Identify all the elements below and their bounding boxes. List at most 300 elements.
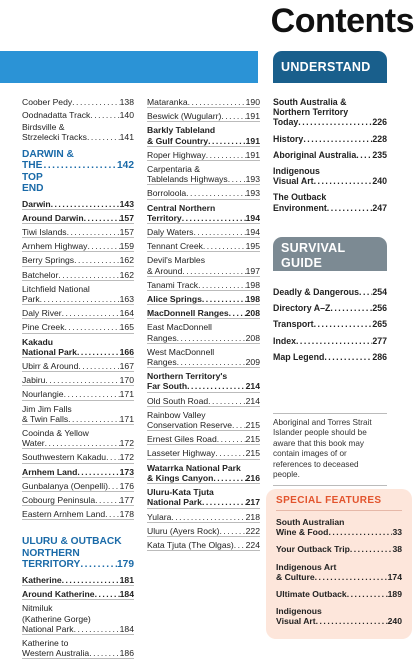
dot-leader bbox=[328, 527, 392, 537]
toc-entry[interactable] bbox=[22, 97, 134, 107]
toc-entry[interactable] bbox=[22, 199, 134, 210]
dot-leader bbox=[296, 336, 372, 346]
dot-leader bbox=[106, 452, 120, 462]
toc-entry[interactable] bbox=[22, 110, 134, 120]
toc-entry-title-line: Watarrka National Park bbox=[147, 462, 241, 473]
toc-entry[interactable] bbox=[276, 517, 402, 537]
toc-entry-title: Wine & Food bbox=[276, 527, 329, 538]
toc-entry[interactable] bbox=[22, 509, 134, 520]
toc-entry-title: Today bbox=[273, 117, 299, 128]
toc-entry-title: Ernest Giles Road bbox=[147, 434, 217, 445]
toc-entry-title: Katherine bbox=[22, 574, 62, 585]
dot-leader bbox=[65, 322, 120, 332]
toc-entry-title-line: Indigenous bbox=[276, 606, 322, 617]
toc-entry[interactable] bbox=[22, 337, 134, 358]
toc-entry-title-line: Carpentaria & bbox=[147, 164, 201, 175]
toc-entry-title: Index bbox=[273, 335, 296, 346]
dot-leader bbox=[58, 270, 119, 280]
special-features-heading: SPECIAL FEATURES bbox=[276, 495, 402, 511]
toc-entry[interactable] bbox=[273, 134, 387, 144]
toc-entry-page: 240 bbox=[387, 616, 402, 627]
page-title: Contents bbox=[270, 2, 414, 40]
toc-entry-title: MacDonnell Ranges bbox=[147, 308, 229, 319]
dot-leader bbox=[182, 213, 246, 223]
toc-entry-page: 265 bbox=[372, 319, 387, 330]
toc-entry[interactable] bbox=[147, 203, 260, 224]
toc-entry[interactable] bbox=[273, 303, 387, 313]
toc-entry[interactable] bbox=[22, 603, 134, 635]
toc-entry[interactable] bbox=[276, 589, 402, 599]
toc-entry-page: 163 bbox=[119, 294, 134, 305]
toc-entry-title: Western Australia bbox=[22, 648, 90, 659]
toc-entry[interactable] bbox=[147, 540, 260, 551]
toc-entry-title: Coober Pedy bbox=[22, 97, 73, 107]
dot-leader bbox=[68, 414, 119, 424]
understand-list bbox=[273, 97, 387, 219]
toc-entry[interactable] bbox=[273, 287, 387, 297]
toc-entry-title: & Kings Canyon bbox=[147, 472, 214, 483]
dot-leader bbox=[314, 176, 373, 186]
toc-entry-page: 198 bbox=[245, 279, 260, 290]
toc-entry[interactable] bbox=[147, 463, 260, 484]
toc-entry-title: Ubirr & Around bbox=[22, 361, 79, 372]
toc-entry-title: Aboriginal Australia bbox=[273, 149, 357, 160]
dot-leader bbox=[171, 512, 245, 522]
toc-entry-title: Batchelor bbox=[22, 269, 59, 280]
toc-entry-title: Tiwi Islands bbox=[22, 227, 67, 237]
toc-entry-title: Visual Art bbox=[273, 176, 314, 187]
dot-leader bbox=[64, 389, 120, 399]
toc-entry-title: Tennant Creek bbox=[147, 241, 203, 252]
toc-entry-title: & Gulf Country bbox=[147, 135, 209, 146]
toc-entry-page: 176 bbox=[119, 480, 134, 491]
toc-entry-title: National Park bbox=[22, 346, 77, 357]
toc-entry-title-line: South Australia & bbox=[273, 97, 347, 107]
toc-entry[interactable] bbox=[22, 375, 134, 386]
toc-entry-title-line: Rainbow Valley bbox=[147, 409, 206, 420]
toc-entry-page: 198 bbox=[245, 294, 260, 305]
toc-entry-page: 191 bbox=[245, 111, 260, 122]
dot-leader bbox=[45, 438, 120, 448]
dot-leader bbox=[228, 174, 246, 184]
toc-entry-page: 174 bbox=[387, 571, 402, 582]
toc-entry[interactable] bbox=[22, 361, 134, 372]
dot-leader bbox=[87, 241, 119, 251]
toc-entry[interactable] bbox=[22, 284, 134, 305]
toc-entry-page: 194 bbox=[245, 227, 260, 238]
toc-entry-page: 157 bbox=[119, 212, 134, 223]
section-darwin-line2: THE TOP END bbox=[22, 160, 44, 195]
toc-entry-page: 214 bbox=[245, 381, 260, 392]
toc-entry-title-line: Kakadu bbox=[22, 336, 54, 347]
section-uluru bbox=[22, 536, 134, 571]
toc-entry[interactable] bbox=[147, 526, 260, 537]
toc-entry-title: Darwin bbox=[22, 198, 51, 209]
toc-entry-page: 38 bbox=[392, 544, 402, 555]
survival-heading-line2: GUIDE bbox=[281, 256, 323, 270]
dot-leader bbox=[359, 287, 372, 297]
toc-entry-title: Mataranka bbox=[147, 97, 188, 107]
toc-entry[interactable] bbox=[22, 227, 134, 238]
dot-leader bbox=[72, 97, 119, 107]
toc-entry-page: 209 bbox=[245, 357, 260, 368]
toc-entry[interactable] bbox=[147, 164, 260, 185]
toc-entry-title: History bbox=[273, 133, 304, 144]
toc-entry-title: Ultimate Outback bbox=[276, 589, 347, 600]
survival-guide-heading bbox=[273, 237, 387, 271]
section-uluru-line2: NORTHERN bbox=[22, 547, 80, 559]
toc-entry-page: 167 bbox=[119, 361, 134, 372]
toc-entry[interactable] bbox=[22, 404, 134, 425]
toc-entry-page: 184 bbox=[119, 623, 134, 634]
toc-entry-title: & Around bbox=[147, 265, 183, 276]
dot-leader bbox=[347, 589, 388, 599]
toc-entry-page: 181 bbox=[119, 574, 134, 585]
survival-heading-line1: SURVIVAL bbox=[281, 241, 346, 255]
dot-leader bbox=[315, 572, 388, 582]
toc-entry[interactable] bbox=[147, 188, 260, 199]
toc-entry-title-line: Devil's Marbles bbox=[147, 255, 205, 266]
toc-entry[interactable] bbox=[273, 97, 387, 128]
toc-entry-page: 191 bbox=[245, 135, 260, 146]
toc-entry-title-line: Indigenous bbox=[273, 166, 320, 177]
dot-leader bbox=[324, 352, 372, 362]
toc-entry-title: Nourlangie bbox=[22, 389, 64, 400]
toc-entry[interactable] bbox=[22, 428, 134, 449]
toc-entry[interactable] bbox=[273, 192, 387, 212]
toc-entry-page: 186 bbox=[119, 648, 134, 659]
toc-entry-title: Cobourg Peninsula bbox=[22, 495, 96, 506]
section-uluru-line3: TERRITORY bbox=[22, 559, 81, 571]
toc-entry-title: Eastern Arnhem Land bbox=[22, 509, 106, 520]
toc-entry-page: 184 bbox=[119, 589, 134, 600]
toc-entry[interactable] bbox=[22, 495, 134, 506]
toc-entry-title-line: East MacDonnell bbox=[147, 322, 212, 333]
dot-leader bbox=[62, 575, 120, 585]
dot-leader bbox=[74, 255, 120, 265]
dot-leader bbox=[95, 589, 120, 599]
notice-text: Aboriginal and Torres Strait Islander people should be aware that this book may contain images of or references to deceased people. bbox=[273, 413, 387, 486]
dot-leader bbox=[234, 540, 246, 550]
header-band bbox=[0, 51, 258, 83]
dot-leader bbox=[95, 495, 120, 505]
dot-leader bbox=[229, 308, 246, 318]
toc-entry[interactable] bbox=[22, 389, 134, 400]
toc-entry-page: 193 bbox=[245, 188, 260, 199]
toc-entry[interactable] bbox=[147, 227, 260, 238]
toc-entry-title: Alice Springs bbox=[147, 294, 202, 305]
toc-entry-title: Yulara bbox=[147, 511, 172, 522]
toc-entry-page: 240 bbox=[372, 176, 387, 187]
toc-entry-page: 193 bbox=[245, 174, 260, 185]
toc-entry-page: 177 bbox=[119, 495, 134, 506]
toc-entry-page: 157 bbox=[119, 227, 134, 237]
toc-entry-title: Daly River bbox=[22, 308, 62, 319]
dot-leader bbox=[314, 319, 373, 329]
toc-entry-title: National Park bbox=[147, 497, 202, 508]
toc-entry-page: 224 bbox=[245, 539, 260, 550]
toc-entry-page: 162 bbox=[119, 269, 134, 280]
toc-entry-page: 247 bbox=[372, 202, 387, 213]
dot-leader bbox=[87, 132, 120, 142]
dot-leader bbox=[298, 117, 372, 127]
toc-entry-title: & Culture bbox=[276, 571, 315, 582]
toc-entry-title: Tanami Track bbox=[147, 279, 199, 290]
dot-leader bbox=[217, 434, 246, 444]
toc-entry-title: Jabiru bbox=[22, 375, 46, 386]
toc-entry[interactable] bbox=[22, 122, 134, 142]
dot-leader bbox=[51, 199, 120, 209]
dot-leader bbox=[77, 467, 119, 477]
toc-entry[interactable] bbox=[22, 213, 134, 224]
toc-entry-page: 159 bbox=[119, 241, 134, 252]
toc-entry[interactable] bbox=[147, 150, 260, 161]
toc-entry-page: 173 bbox=[119, 466, 134, 477]
toc-entry[interactable] bbox=[22, 308, 134, 319]
toc-entry-title: Ranges bbox=[147, 332, 177, 343]
toc-entry[interactable] bbox=[276, 562, 402, 582]
dot-leader bbox=[67, 227, 120, 237]
dot-leader bbox=[203, 241, 246, 251]
toc-entry-title-line: Jim Jim Falls bbox=[22, 403, 72, 414]
toc-entry-title-line: Katherine to bbox=[22, 637, 69, 648]
dot-leader bbox=[187, 381, 246, 391]
toc-entry[interactable] bbox=[273, 150, 387, 160]
toc-entry[interactable] bbox=[22, 452, 134, 463]
toc-entry[interactable] bbox=[22, 270, 134, 281]
toc-entry-title: Park bbox=[22, 294, 40, 305]
toc-entry-page: 170 bbox=[119, 375, 134, 386]
toc-entry-title-line: (Katherine Gorge) bbox=[22, 613, 91, 624]
dot-leader bbox=[78, 361, 119, 371]
toc-entry-page: 143 bbox=[119, 198, 134, 209]
dot-leader bbox=[350, 544, 393, 554]
toc-entry-title: Berry Springs bbox=[22, 255, 75, 266]
toc-entry-title-line: Birdsville & bbox=[22, 122, 65, 133]
toc-entry[interactable] bbox=[22, 481, 134, 492]
toc-entry[interactable] bbox=[147, 410, 260, 431]
toc-entry-page: 208 bbox=[245, 308, 260, 319]
toc-entry-title: Roper Highway bbox=[147, 149, 206, 160]
toc-entry[interactable] bbox=[273, 319, 387, 329]
toc-entry-page: 165 bbox=[119, 322, 134, 333]
toc-entry[interactable] bbox=[147, 97, 260, 108]
toc-entry[interactable] bbox=[276, 606, 402, 626]
dot-leader bbox=[219, 526, 245, 536]
dot-leader bbox=[303, 134, 372, 144]
toc-entry[interactable] bbox=[22, 241, 134, 252]
dot-leader bbox=[90, 110, 119, 120]
toc-entry-title: Lasseter Highway bbox=[147, 448, 216, 459]
toc-entry[interactable] bbox=[22, 589, 134, 600]
toc-entry[interactable] bbox=[22, 467, 134, 478]
toc-entry-page: 33 bbox=[392, 527, 402, 538]
toc-entry-title: Territory bbox=[147, 212, 182, 223]
toc-entry-page: 197 bbox=[245, 265, 260, 276]
toc-entry[interactable] bbox=[273, 166, 387, 186]
dot-leader bbox=[208, 396, 246, 406]
dot-leader bbox=[327, 203, 373, 213]
toc-entry[interactable] bbox=[273, 352, 387, 362]
special-features-list bbox=[276, 517, 402, 627]
toc-entry-title: Daly Waters bbox=[147, 227, 194, 238]
toc-entry-page: 226 bbox=[372, 117, 387, 128]
toc-entry-title-line: Uluru-Kata Tjuta bbox=[147, 487, 214, 498]
toc-entry-title: Environment bbox=[273, 202, 327, 213]
dot-leader bbox=[188, 97, 246, 107]
toc-entry-title-line: Nitmiluk bbox=[22, 603, 53, 614]
section-uluru-page: 179 bbox=[117, 559, 134, 571]
toc-entry[interactable] bbox=[276, 544, 402, 554]
toc-entry-page: 138 bbox=[119, 97, 134, 107]
toc-entry[interactable] bbox=[147, 448, 260, 459]
section-uluru-line1: ULURU & OUTBACK bbox=[22, 536, 122, 548]
dot-leader bbox=[316, 616, 388, 626]
section-darwin bbox=[22, 149, 134, 195]
toc-entry-page: 162 bbox=[119, 255, 134, 266]
toc-entry-title: Gunbalanya (Oenpelli) bbox=[22, 480, 108, 491]
toc-entry-title-line: The Outback bbox=[273, 192, 327, 203]
dot-leader bbox=[45, 375, 119, 385]
toc-entry-title-line: Litchfield National bbox=[22, 283, 90, 294]
toc-entry-page: 218 bbox=[245, 511, 260, 522]
toc-entry-title: Visual Art bbox=[276, 616, 316, 627]
toc-entry[interactable] bbox=[147, 255, 260, 276]
toc-entry-title: Tablelands Highways bbox=[147, 174, 228, 185]
toc-entry-title: Deadly & Dangerous bbox=[273, 287, 360, 297]
toc-entry-title: Conservation Reserve bbox=[147, 420, 233, 431]
toc-entry-page: 216 bbox=[245, 472, 260, 483]
toc-entry-title-line: Central Northern bbox=[147, 202, 216, 213]
dot-leader bbox=[177, 357, 246, 367]
toc-entry-title: Uluru (Ayers Rock) bbox=[147, 525, 220, 536]
toc-entry[interactable] bbox=[22, 255, 134, 266]
toc-entry-page: 215 bbox=[245, 420, 260, 431]
toc-entry[interactable] bbox=[22, 575, 134, 586]
toc-entry-page: 194 bbox=[245, 212, 260, 223]
toc-entry-page: 214 bbox=[245, 395, 260, 406]
toc-entry[interactable] bbox=[147, 280, 260, 291]
toc-entry-page: 215 bbox=[245, 434, 260, 445]
toc-entry[interactable] bbox=[147, 294, 260, 305]
toc-entry-page: 277 bbox=[372, 335, 387, 346]
toc-entry-page: 164 bbox=[119, 308, 134, 319]
toc-entry-page: 172 bbox=[119, 438, 134, 449]
dot-leader bbox=[77, 347, 120, 357]
dot-leader bbox=[232, 420, 246, 430]
toc-entry-page: 172 bbox=[119, 452, 134, 463]
toc-entry-title-line: West MacDonnell bbox=[147, 346, 215, 357]
toc-entry[interactable] bbox=[147, 322, 260, 343]
toc-entry-title: Borroloola bbox=[147, 188, 187, 199]
dot-leader bbox=[202, 294, 246, 304]
toc-entry-title-line: Indigenous Art bbox=[276, 561, 337, 572]
toc-entry-page: 228 bbox=[372, 133, 387, 144]
dot-leader bbox=[208, 136, 246, 146]
toc-entry[interactable] bbox=[147, 347, 260, 368]
toc-entry-title: Ranges bbox=[147, 357, 177, 368]
dot-leader bbox=[330, 303, 372, 313]
toc-entry[interactable] bbox=[147, 434, 260, 445]
toc-entry-title: Old South Road bbox=[147, 395, 209, 406]
toc-entry-page: 215 bbox=[245, 448, 260, 459]
toc-entry-title: Beswick (Wugularr) bbox=[147, 111, 222, 122]
toc-entry-title: Kata Tjuta (The Olgas) bbox=[147, 539, 234, 550]
dot-leader bbox=[356, 150, 372, 160]
toc-entry-page: 140 bbox=[119, 109, 134, 120]
toc-entry-page: 235 bbox=[372, 149, 387, 160]
section-darwin-line1: DARWIN & bbox=[22, 148, 74, 160]
toc-entry-page: 217 bbox=[245, 497, 260, 508]
toc-entry[interactable] bbox=[273, 336, 387, 346]
toc-entry-title-line: Cooinda & Yellow bbox=[22, 428, 89, 439]
dot-leader bbox=[74, 624, 120, 634]
dot-leader bbox=[182, 266, 245, 276]
toc-entry-title: Arnhem Land bbox=[22, 466, 78, 477]
dot-leader bbox=[105, 509, 120, 519]
toc-entry-page: 208 bbox=[245, 332, 260, 343]
toc-entry-page: 190 bbox=[245, 97, 260, 107]
dot-leader bbox=[40, 294, 120, 304]
dot-leader bbox=[177, 333, 246, 343]
toc-entry[interactable] bbox=[147, 111, 260, 122]
toc-entry[interactable] bbox=[147, 125, 260, 146]
toc-entry-title: & Twin Falls bbox=[22, 413, 69, 424]
toc-entry[interactable] bbox=[147, 396, 260, 407]
dot-leader bbox=[193, 227, 245, 237]
toc-entry-title: Pine Creek bbox=[22, 322, 65, 333]
toc-entry-page: 222 bbox=[245, 525, 260, 536]
toc-entry-title-line: Barkly Tableland bbox=[147, 125, 216, 136]
toc-entry-title: Around Darwin bbox=[22, 212, 84, 223]
dot-leader bbox=[186, 188, 245, 198]
dot-leader bbox=[198, 280, 246, 290]
dot-leader bbox=[215, 448, 245, 458]
toc-entry-title: Your Outback Trip bbox=[276, 544, 350, 555]
toc-entry-title: Far South bbox=[147, 381, 188, 392]
toc-entry-title: Southwestern Kakadu bbox=[22, 452, 107, 463]
toc-entry-title: Strzelecki Tracks bbox=[22, 132, 87, 143]
toc-entry-title-line: South Australian bbox=[276, 517, 345, 527]
toc-entry[interactable] bbox=[22, 322, 134, 333]
toc-entry[interactable] bbox=[22, 638, 134, 659]
dot-leader bbox=[213, 473, 245, 483]
toc-entry-title: National Park bbox=[22, 623, 74, 634]
toc-entry-page: 195 bbox=[245, 241, 260, 252]
dot-leader bbox=[202, 497, 246, 507]
toc-entry[interactable] bbox=[147, 241, 260, 252]
toc-entry-title: Water bbox=[22, 438, 45, 449]
contents-column-2 bbox=[147, 97, 260, 554]
toc-entry[interactable] bbox=[147, 512, 260, 523]
toc-entry-page: 189 bbox=[387, 589, 402, 600]
toc-entry-page: 254 bbox=[372, 287, 387, 297]
dot-leader bbox=[206, 150, 246, 160]
section-darwin-page: 142 bbox=[117, 160, 134, 172]
toc-entry-page: 166 bbox=[119, 346, 134, 357]
toc-entry-title: Transport bbox=[273, 319, 314, 330]
dot-leader bbox=[84, 213, 120, 223]
toc-entry-title-line: Northern Territory's bbox=[147, 371, 228, 382]
toc-entry-page: 191 bbox=[245, 149, 260, 160]
toc-entry[interactable] bbox=[147, 371, 260, 392]
toc-entry-title-line: Northern Territory bbox=[273, 107, 349, 118]
toc-entry[interactable] bbox=[147, 308, 260, 319]
toc-entry-title: Directory A–Z bbox=[273, 303, 331, 314]
toc-entry-page: 178 bbox=[119, 509, 134, 520]
dot-leader bbox=[62, 308, 120, 318]
toc-entry[interactable] bbox=[147, 487, 260, 508]
